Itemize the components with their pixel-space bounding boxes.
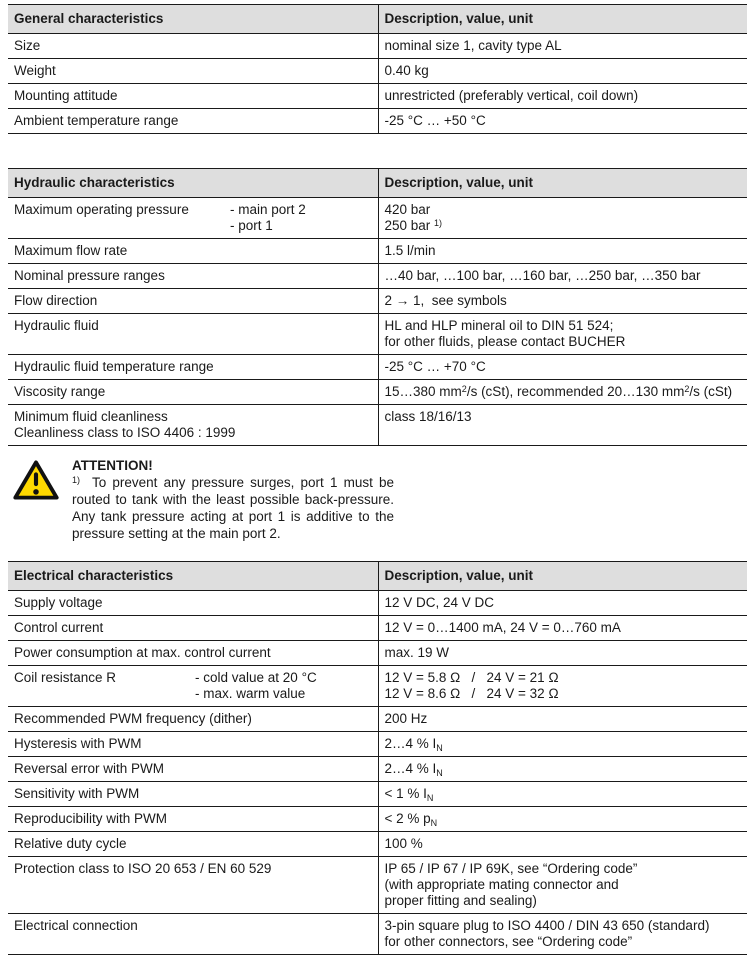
spec-value-cell: unrestricted (preferably vertical, coil down) [378,84,747,109]
spec-label-cell: Ambient temperature range [14,113,179,128]
spec-label-cell: Nominal pressure ranges [14,268,165,283]
spec-value-cell: HL and HLP mineral oil to DIN 51 524; for other fluids, please contact BUCHER [378,314,747,355]
spec-label-cell: Recommended PWM frequency (dither) [14,711,252,726]
spec-value-cell: nominal size 1, cavity type AL [378,34,747,59]
spec-row [8,314,747,355]
spec-label-cell: Reproducibility with PWM [14,811,168,826]
spec-value-cell: 12 V = 5.8 Ω / 24 V = 21 Ω 12 V = 8.6 Ω / 24 V = 32 Ω [378,666,747,707]
electrical-characteristics-table [8,561,747,955]
spec-row [8,405,747,446]
footnote-marker: 1) [72,475,81,485]
spec-label-cell: Hydraulic fluid temperature range [14,359,214,374]
spec-label-cell: Minimum fluid cleanliness Cleanliness class to ISO 4406 : 1999 [14,409,236,440]
spec-value-cell: 3-pin square plug to ISO 4400 / DIN 43 650 (standard) for other connectors, see “Ordering code” [378,914,747,955]
warning-triangle-icon [13,459,59,501]
spec-value-cell: 12 V = 0…1400 mA, 24 V = 0…760 mA [378,616,747,641]
spec-sublabels: - main port 2 - port 1 [230,202,306,233]
spec-value-cell: 1.5 l/min [378,239,747,264]
spec-label-cell: Hydraulic fluid [14,318,99,333]
spec-value-cell: 2…4 % $I_N$ [378,757,747,782]
spec-row [8,355,747,380]
spec-label-cell: Size [14,38,41,53]
spec-value-cell: < 1 % $I_N$ [378,782,747,807]
spec-label-cell: Flow direction [14,293,98,308]
spec-value-cell: …40 bar, …100 bar, …160 bar, …250 bar, …350 bar [378,264,747,289]
spec-label-cell: Maximum flow rate [14,243,128,258]
spec-row [8,198,747,239]
description-column-header: Description, value, unit [378,169,747,198]
spec-value-cell: IP 65 / IP 67 / IP 69K, see “Ordering code” (with appropriate mating connector and proper fitting and sealing) [378,857,747,914]
spec-row [8,289,747,314]
spec-value-cell: 2…4 % $I_N$ [378,732,747,757]
attention-body [72,474,394,542]
spec-row [8,832,747,857]
spec-value-cell: -25 °C … +70 °C [378,355,747,380]
spec-label-cell: Mounting attitude [14,88,118,103]
table-title: Electrical characteristics [8,562,378,591]
spec-value-cell: 100 % [378,832,747,857]
attention-body-text: To prevent any pressure surges, port 1 must be routed to tank with the least possible back-pressure. Any tank pressure acting at port 1 is additive to the pressure setting at the main port 2. [72,475,394,541]
spec-row [8,914,747,955]
spec-row [8,857,747,914]
spec-value-cell: 2 → 1, see symbols [378,289,747,314]
spec-row [8,34,747,59]
spec-label-cell: Protection class to ISO 20 653 / EN 60 529 [14,861,272,876]
attention-text-block [72,457,394,542]
spec-label-cell: Maximum operating pressure - main port 2 - port 1 [14,202,306,233]
table-title: General characteristics [8,5,378,34]
spec-value-cell: 200 Hz [378,707,747,732]
spec-value-cell: 15…380 $mm^2/s$ (cSt), recommended 20…130 $mm^2/s$ (cSt) [378,380,747,405]
spec-label-cell: Hysteresis with PWM [14,736,142,751]
description-column-header: Description, value, unit [378,562,747,591]
table-header-row [8,169,747,198]
spec-value-cell: 12 V DC, 24 V DC [378,591,747,616]
hydraulic-characteristics-table [8,168,747,446]
spec-row [8,782,747,807]
spec-row [8,807,747,832]
spec-label-cell: Supply voltage [14,595,103,610]
spec-row [8,264,747,289]
spec-row [8,380,747,405]
spec-value-cell: max. 19 W [378,641,747,666]
spec-sublabels: - cold value at 20 °C - max. warm value [195,670,317,701]
spec-label-cell: Viscosity range [14,384,106,399]
description-column-header: Description, value, unit [378,5,747,34]
spec-row [8,616,747,641]
spec-row [8,84,747,109]
spec-value-cell: 0.40 kg [378,59,747,84]
attention-note [13,457,395,542]
spec-row [8,757,747,782]
spec-label-cell: Reversal error with PWM [14,761,165,776]
spec-label-cell: Control current [14,620,104,635]
spec-row [8,591,747,616]
spec-label-cell: Coil resistance R - cold value at 20 °C - max. warm value [14,670,317,701]
spec-label-cell: Power consumption at max. control current [14,645,271,660]
general-characteristics-table [8,4,747,134]
spec-label-cell: Sensitivity with PWM [14,786,140,801]
spec-row [8,239,747,264]
spec-row [8,707,747,732]
spec-label-cell: Electrical connection [14,918,138,933]
spec-value-cell: 420 bar 250 bar $^{1)}$ [378,198,747,239]
spec-row [8,59,747,84]
spec-row [8,109,747,134]
spec-value-cell: -25 °C … +50 °C [378,109,747,134]
spec-value-cell: < 2 % $p_N$ [378,807,747,832]
spec-value-cell: class 18/16/13 [378,405,747,446]
attention-title: ATTENTION! [72,458,153,473]
spec-row [8,641,747,666]
table-title: Hydraulic characteristics [8,169,378,198]
spec-row [8,666,747,707]
spec-label-cell: Weight [14,63,56,78]
spec-row [8,732,747,757]
spec-label-cell: Relative duty cycle [14,836,127,851]
table-header-row [8,562,747,591]
table-header-row [8,5,747,34]
